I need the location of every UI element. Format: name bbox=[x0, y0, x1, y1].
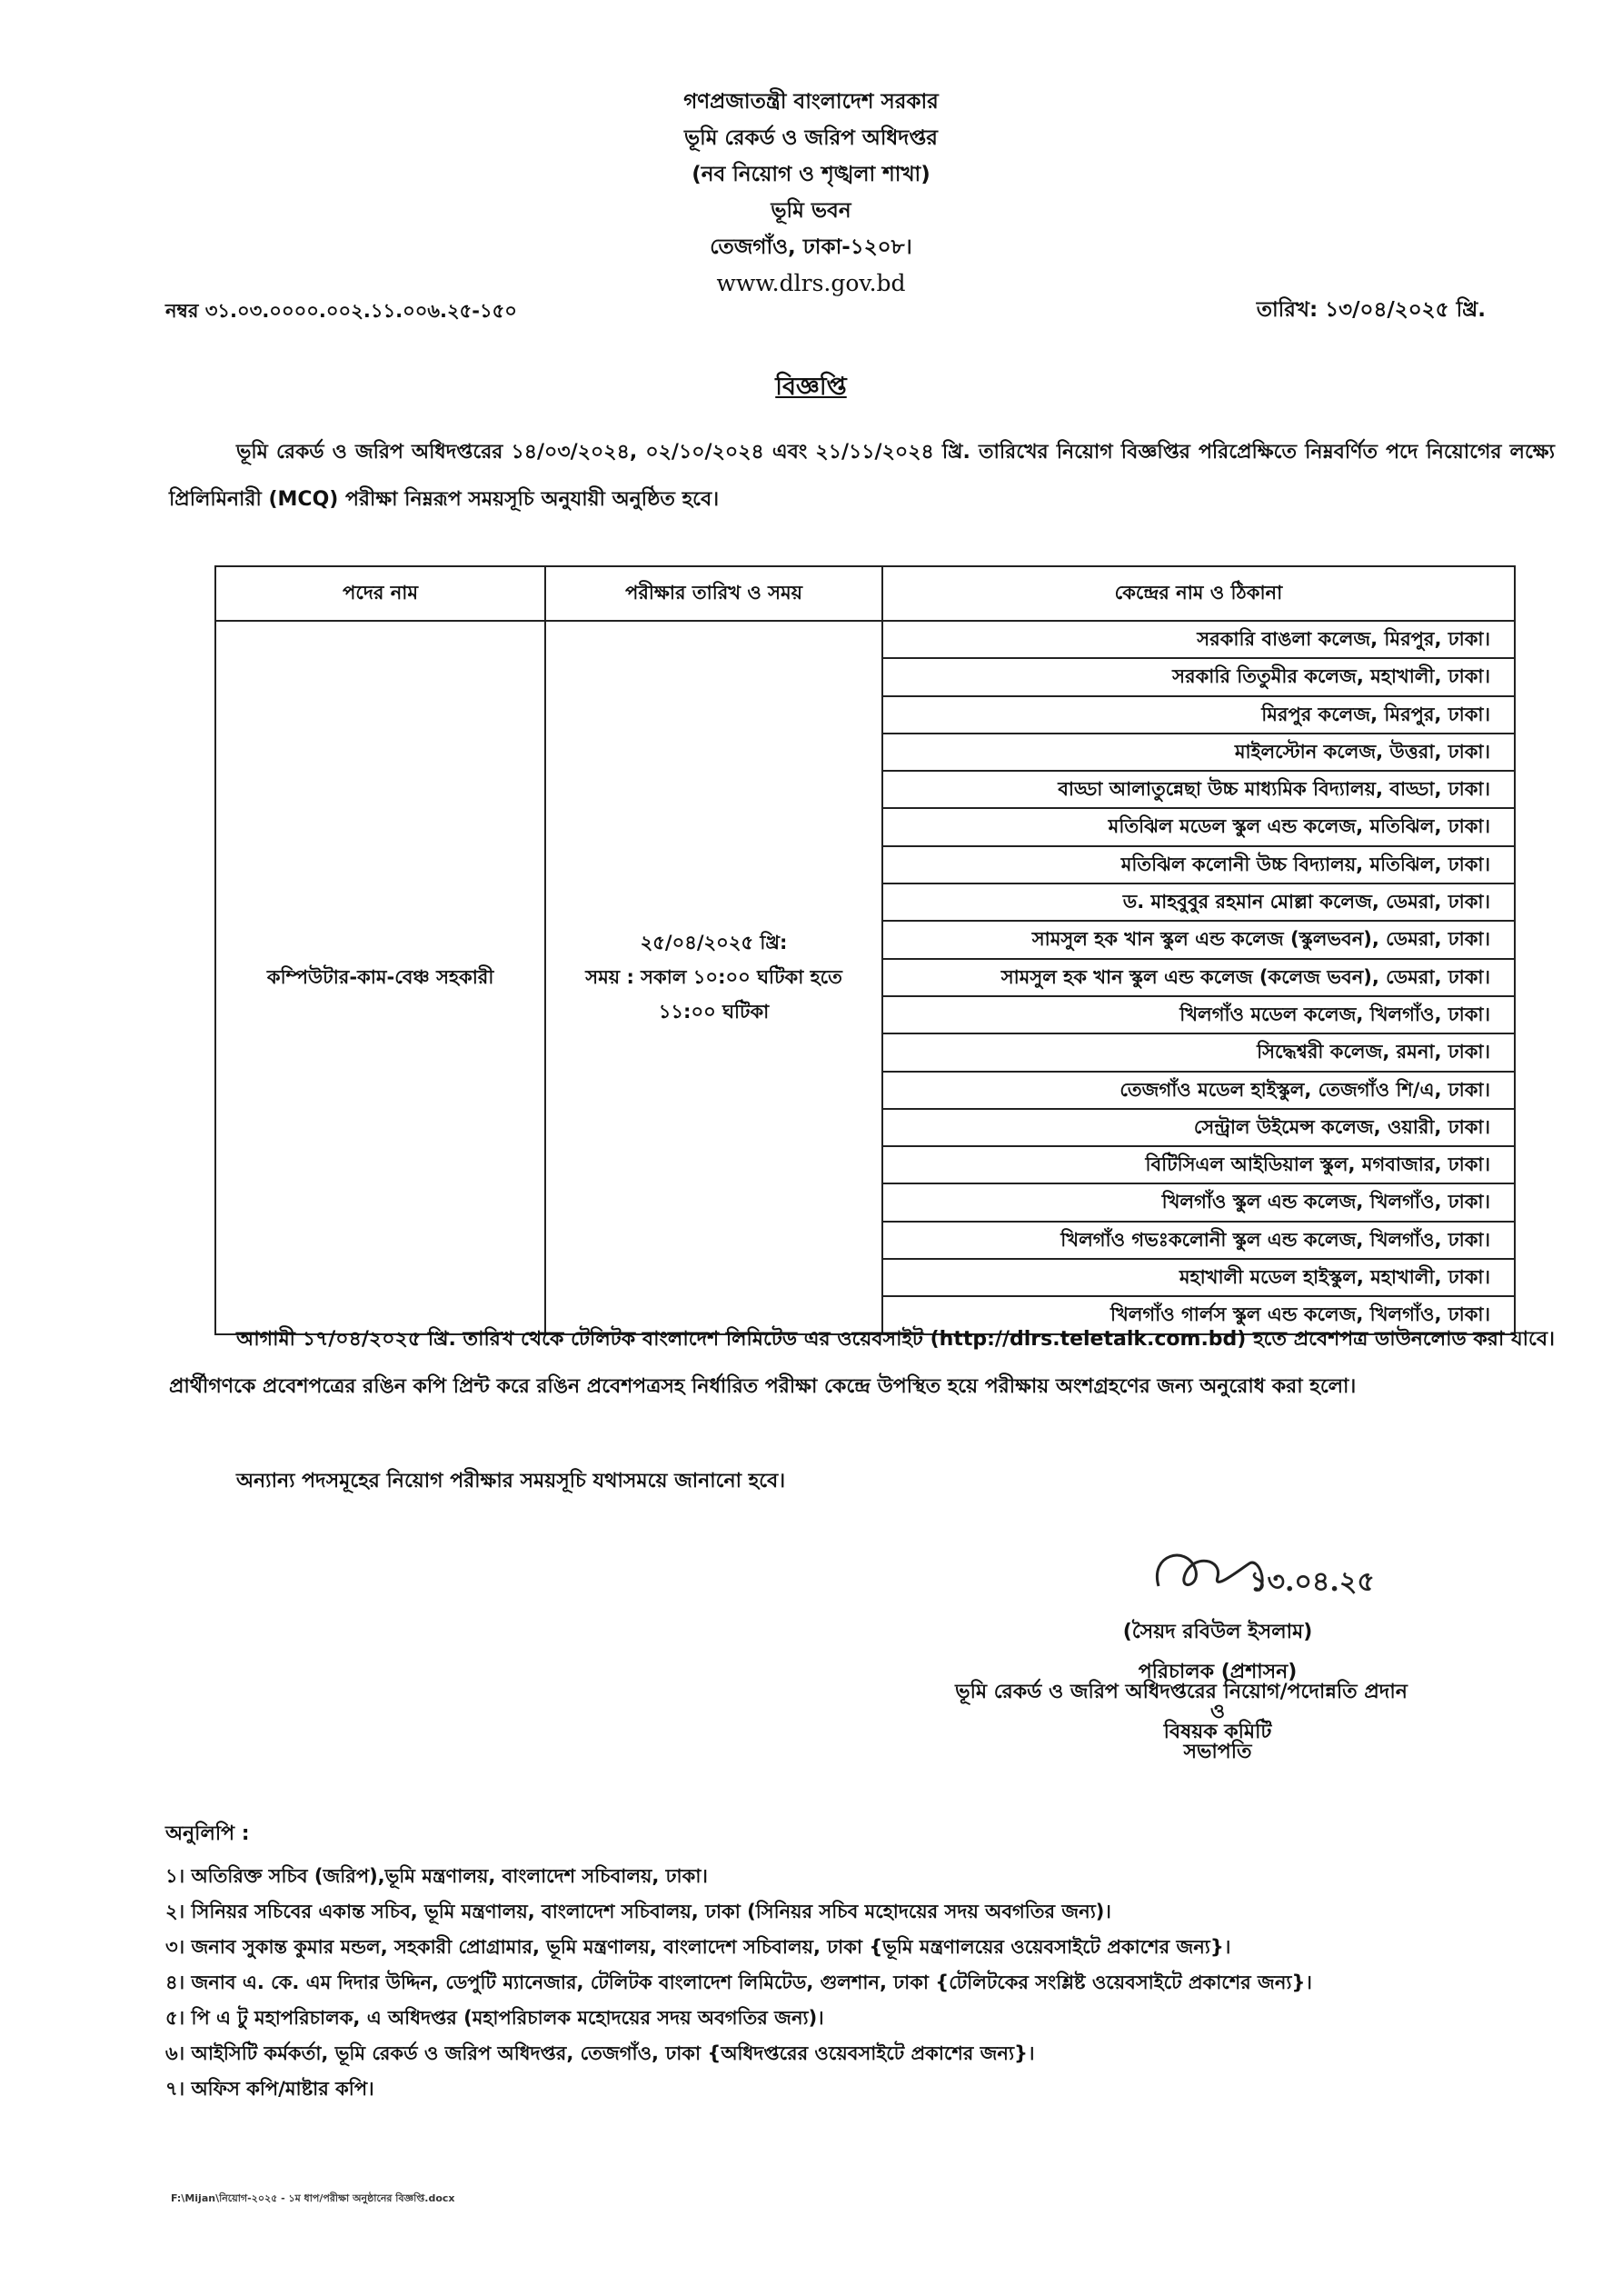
list-item: সামসুল হক খান স্কুল এন্ড কলেজ (কলেজ ভবন), ডেমরা, ঢাকা। bbox=[883, 960, 1514, 997]
address: তেজগাঁও, ঢাকা-১২০৮। bbox=[710, 235, 912, 259]
list-item: ড. মাহবুবুর রহমান মোল্লা কলেজ, ডেমরা, ঢাকা। bbox=[883, 884, 1514, 922]
list-item: সামসুল হক খান স্কুল এন্ড কলেজ (স্কুলভবন), ডেমরা, ঢাকা। bbox=[883, 922, 1514, 959]
list-item: খিলগাঁও গভঃকলোনী স্কুল এন্ড কলেজ, খিলগাঁও, ঢাকা। bbox=[883, 1223, 1514, 1260]
cc-list bbox=[165, 1859, 1312, 2107]
list-item: ৪। জনাব এ. কে. এম দিদার উদ্দিন, ডেপুটি ম্যানেজার, টেলিটক বাংলাদেশ লিমিটেড, গুলশান, ঢাকা {টেলিটকের সংশ্লিষ্ট ওয়েবসাইটে প্রকাশের জন্য}। bbox=[165, 1972, 1312, 1993]
signer-and: ও bbox=[1209, 1701, 1226, 1723]
list-item: মাইলস্টোন কলেজ, উত্তরা, ঢাকা। bbox=[883, 734, 1514, 772]
exam-date: ২৫/০৪/২০২৫ খ্রি: bbox=[640, 932, 788, 954]
exam-datetime bbox=[545, 621, 882, 1334]
exam-schedule-table bbox=[214, 565, 1516, 1335]
letterhead bbox=[0, 84, 1622, 302]
list-item: তেজগাঁও মডেল হাইস্কুল, তেজগাঁও শি/এ, ঢাকা। bbox=[883, 1073, 1514, 1110]
signature-date: ১৩.০৪.২৫ bbox=[1249, 1566, 1375, 1598]
list-item: বাড্ডা আলাতুন্নেছা উচ্চ মাধ্যমিক বিদ্যালয়, বাড্ডা, ঢাকা। bbox=[883, 772, 1514, 809]
list-item: ৬। আইসিটি কর্মকর্তা, ভূমি রেকর্ড ও জরিপ অধিদপ্তর, তেজগাঁও, ঢাকা {অধিদপ্তরের ওয়েবসাইটে প্রকাশের জন্য}। bbox=[165, 2042, 1035, 2064]
list-item: সেন্ট্রাল উইমেন্স কলেজ, ওয়ারী, ঢাকা। bbox=[883, 1110, 1514, 1147]
list-item: ১। অতিরিক্ত সচিব (জরিপ),ভূমি মন্ত্রণালয়, বাংলাদেশ সচিবালয়, ঢাকা। bbox=[165, 1865, 708, 1887]
list-item: মতিঝিল মডেল স্কুল এন্ড কলেজ, মতিঝিল, ঢাকা। bbox=[883, 809, 1514, 846]
committee-line-2: বিষয়ক কমিটি bbox=[1163, 1721, 1272, 1743]
admit-card-paragraph: আগামী ১৭/০৪/২০২৫ খ্রি. তারিখ থেকে টেলিটক বাংলাদেশ লিমিটেড এর ওয়েবসাইট (http://dlrs.teletalk.com.bd) হতে প্রবেশপত্র ডাউনলোড করা যাবে। প্রার্থীগণকে প্রবেশপত্রের রঙিন কপি প্রিন্ট করে রঙিন প্রবেশপত্রসহ নির্ধারিত পরীক্ষা কেন্দ্রে উপস্থিত হয়ে পরীক্ষায় অংশগ্রহণের জন্য অনুরোধ করা হলো। bbox=[169, 1328, 1555, 1398]
list-item: সরকারি তিতুমীর কলেজ, মহাখালী, ঢাকা। bbox=[883, 659, 1514, 696]
notice-title: বিজ্ঞপ্তি bbox=[775, 373, 847, 401]
intro-paragraph: ভূমি রেকর্ড ও জরিপ অধিদপ্তরের ১৪/০৩/২০২৪, ০২/১০/২০২৪ এবং ২১/১১/২০২৪ খ্রি. তারিখের নিয়োগ বিজ্ঞপ্তির পরিপ্রেক্ষিতে নিম্নবর্ণিত পদে নিয়োগের লক্ষ্যে প্রিলিমিনারী (MCQ) পরীক্ষা নিম্নরূপ সময়সূচি অনুযায়ী অনুষ্ঠিত হবে। bbox=[169, 441, 1555, 511]
list-item: ৭। অফিস কপি/মাষ্টার কপি। bbox=[165, 2078, 374, 2100]
list-item: খিলগাঁও গার্লস স্কুল এন্ড কলেজ, খিলগাঁও, ঢাকা। bbox=[1110, 1303, 1490, 1326]
website-link[interactable]: www.dlrs.gov.bd bbox=[716, 270, 906, 296]
list-item: ৫। পি এ টু মহাপরিচালক, এ অধিদপ্তর (মহাপরিচালক মহোদয়ের সদয় অবগতির জন্য)। bbox=[165, 2007, 824, 2029]
list-item: খিলগাঁও মডেল কলেজ, খিলগাঁও, ঢাকা। bbox=[883, 997, 1514, 1034]
center-list bbox=[882, 621, 1515, 1334]
cc-title: অনুলিপি : bbox=[165, 1822, 250, 1845]
branch-name: (নব নিয়োগ ও শৃঙ্খলা শাখা) bbox=[692, 163, 930, 186]
building-name: ভূমি ভবন bbox=[771, 199, 851, 223]
govt-name: গণপ্রজাতন্ত্রী বাংলাদেশ সরকার bbox=[683, 90, 939, 114]
post-name: কম্পিউটার-কাম-বেঞ্চ সহকারী bbox=[215, 621, 545, 1334]
memo-number: নম্বর ৩১.০৩.০০০০.০০২.১১.০০৬.২৫-১৫০ bbox=[165, 300, 517, 322]
list-item: সরকারি বাঙলা কলেজ, মিরপুর, ঢাকা। bbox=[883, 622, 1514, 659]
header-date-time: পরীক্ষার তারিখ ও সময় bbox=[545, 566, 882, 621]
header-post: পদের নাম bbox=[215, 566, 545, 621]
list-item: মতিঝিল কলোনী উচ্চ বিদ্যালয়, মতিঝিল, ঢাকা। bbox=[883, 847, 1514, 884]
file-path-footer: F:\Mijan\নিয়োগ-২০২৫ - ১ম ধাপ/পরীক্ষা অনুষ্ঠানের বিজ্ঞপ্তি.docx bbox=[171, 2192, 455, 2204]
notice-date: তারিখ: ১৩/০৪/২০২৫ খ্রি. bbox=[1256, 298, 1486, 322]
table-header-row bbox=[215, 566, 1515, 621]
list-item: ২। সিনিয়র সচিবের একান্ত সচিব, ভূমি মন্ত্রণালয়, বাংলাদেশ সচিবালয়, ঢাকা (সিনিয়র সচিব মহোদয়ের সদয় অবগতির জন্য)। bbox=[165, 1901, 1111, 1922]
list-item: ৩। জনাব সুকান্ত কুমার মন্ডল, সহকারী প্রোগ্রামার, ভূমি মন্ত্রণালয়, বাংলাদেশ সচিবালয়, ঢাকা {ভূমি মন্ত্রণালয়ের ওয়েবসাইটে প্রকাশের জন্য}। bbox=[165, 1936, 1231, 1958]
list-item: বিটিসিএল আইডিয়াল স্কুল, মগবাজার, ঢাকা। bbox=[883, 1147, 1514, 1184]
list-item: মহাখালী মডেল হাইস্কুল, মহাখালী, ঢাকা। bbox=[883, 1260, 1514, 1297]
committee-line-1: ভূমি রেকর্ড ও জরিপ অধিদপ্তরের নিয়োগ/পদোন্নতি প্রদান bbox=[955, 1681, 1408, 1703]
header-center: কেন্দ্রের নাম ও ঠিকানা bbox=[882, 566, 1515, 621]
department-name: ভূমি রেকর্ড ও জরিপ অধিদপ্তর bbox=[684, 126, 938, 150]
signer-name: (সৈয়দ রবিউল ইসলাম) bbox=[1122, 1621, 1313, 1643]
list-item: খিলগাঁও স্কুল এন্ড কলেজ, খিলগাঁও, ঢাকা। bbox=[883, 1184, 1514, 1222]
list-item: মিরপুর কলেজ, মিরপুর, ঢাকা। bbox=[883, 697, 1514, 734]
table-row bbox=[215, 621, 1515, 1334]
list-item: সিদ্ধেশ্বরী কলেজ, রমনা, ঢাকা। bbox=[883, 1034, 1514, 1072]
other-posts-paragraph: অন্যান্য পদসমূহের নিয়োগ পরীক্ষার সময়সূচি যথাসময়ে জানানো হবে। bbox=[236, 1470, 786, 1492]
signer-role: সভাপতি bbox=[1183, 1741, 1252, 1763]
signer-designation: পরিচালক (প্রশাসন) bbox=[1138, 1661, 1298, 1683]
exam-time: সময় : সকাল ১০:০০ ঘটিকা হতে ১১:০০ ঘটিকা bbox=[585, 966, 842, 1023]
